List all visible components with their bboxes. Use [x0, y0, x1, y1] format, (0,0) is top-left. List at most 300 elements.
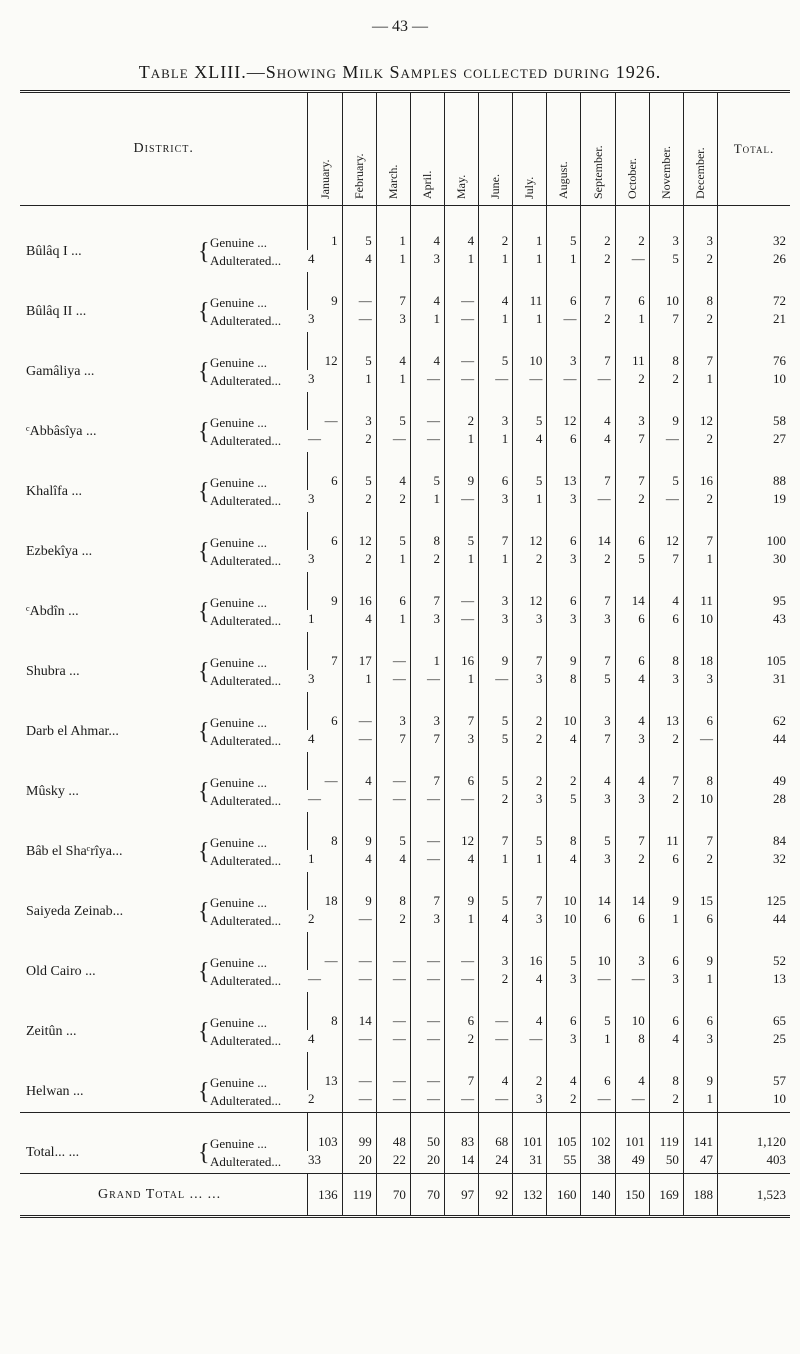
month-cell: 1: [308, 206, 342, 251]
month-cell: 3: [649, 970, 683, 992]
adulterated-label: Adulterated...: [210, 1093, 282, 1108]
month-cell: 6: [649, 992, 683, 1030]
district-name: Helwan ...: [26, 1084, 84, 1099]
adulterated-label: Adulterated...: [210, 913, 282, 928]
month-cell: —: [615, 970, 649, 992]
district-cell: [20, 512, 308, 572]
month-cell: 1: [376, 610, 410, 632]
month-cell: —: [308, 392, 342, 430]
district-name: Shubra ...: [26, 664, 80, 679]
district-cell: [20, 1052, 308, 1113]
month-cell: —: [410, 850, 444, 872]
brace-icon: {: [198, 959, 210, 985]
month-cell: 15: [683, 872, 717, 910]
month-cell: 1: [513, 850, 547, 872]
total-cell: 10: [717, 370, 790, 392]
month-cell: 7: [444, 692, 478, 730]
month-cell: 8: [649, 332, 683, 370]
month-cell: 4: [615, 692, 649, 730]
genuine-label: Genuine ...: [210, 1136, 268, 1151]
table-title-text: Showing Milk Samples collected during 1926.: [265, 62, 662, 82]
month-cell: 3: [479, 932, 513, 970]
month-cell: 6: [547, 272, 581, 310]
month-cell: 1: [479, 550, 513, 572]
month-cell: 1: [342, 370, 376, 392]
month-cell: 2: [649, 1090, 683, 1113]
month-cell: 14: [581, 872, 615, 910]
grand-month-cell: 169: [649, 1174, 683, 1217]
month-cell: 3: [307, 671, 315, 686]
grand-month-cell: 140: [581, 1174, 615, 1217]
month-cell: 4: [342, 850, 376, 872]
month-cell: 8: [683, 752, 717, 790]
month-cell: 9: [342, 872, 376, 910]
month-cell: 5: [444, 512, 478, 550]
month-cell: 6: [547, 572, 581, 610]
genuine-label: Genuine ...: [210, 415, 268, 430]
month-cell: 7: [581, 452, 615, 490]
month-cell: 6: [615, 910, 649, 932]
month-cell: 50: [410, 1113, 444, 1152]
month-cell: 10: [615, 992, 649, 1030]
month-cell: 6: [547, 430, 581, 452]
district-cell: [20, 872, 308, 932]
month-cell: 2: [410, 550, 444, 572]
month-cell: 31: [513, 1151, 547, 1174]
month-cell: —: [444, 932, 478, 970]
genuine-row: [20, 272, 790, 310]
month-cell: 4: [479, 1052, 513, 1090]
month-cell: 6: [581, 1052, 615, 1090]
brace-icon: {: [198, 299, 210, 325]
table-title: [0, 62, 800, 83]
total-cell: 95: [717, 572, 790, 610]
genuine-label: Genuine ...: [210, 295, 268, 310]
district-name: Bûlâq II ...: [26, 304, 87, 319]
month-cell: 5: [479, 730, 513, 752]
month-cell: 50: [649, 1151, 683, 1174]
month-cell: 5: [547, 932, 581, 970]
month-cell: 1: [683, 550, 717, 572]
month-cell: 102: [581, 1113, 615, 1152]
genuine-label: Genuine ...: [210, 1015, 268, 1030]
month-cell: 3: [410, 610, 444, 632]
month-cell: 4: [307, 1031, 315, 1046]
month-cell: 5: [410, 452, 444, 490]
genuine-row: [20, 392, 790, 430]
month-cell: 5: [547, 206, 581, 251]
month-cell: 1: [513, 206, 547, 251]
month-cell: 3: [547, 550, 581, 572]
brace-icon: {: [198, 779, 210, 805]
month-cell: 10: [581, 932, 615, 970]
total-cell: 32: [717, 850, 790, 872]
district-name: ᶜAbbâsîya ...: [26, 424, 97, 439]
month-cell: 14: [342, 992, 376, 1030]
month-cell: 1: [683, 970, 717, 992]
month-cell: 4: [513, 970, 547, 992]
month-cell: 55: [547, 1151, 581, 1174]
month-cell: —: [410, 1090, 444, 1113]
genuine-row: [20, 1052, 790, 1090]
month-header: December.: [683, 92, 717, 206]
month-cell: 2: [376, 490, 410, 512]
month-cell: 4: [342, 752, 376, 790]
month-cell: 3: [479, 490, 513, 512]
month-cell: —: [376, 430, 410, 452]
month-cell: —: [342, 272, 376, 310]
month-cell: 2: [513, 550, 547, 572]
month-cell: 4: [410, 206, 444, 251]
brace-icon: {: [198, 359, 210, 385]
month-cell: 5: [513, 452, 547, 490]
grand-month-cell: 92: [479, 1174, 513, 1217]
month-cell: 2: [649, 790, 683, 812]
month-cell: 1: [444, 430, 478, 452]
month-cell: 1: [444, 550, 478, 572]
month-cell: 4: [342, 250, 376, 272]
month-cell: 9: [683, 932, 717, 970]
total-cell: 13: [717, 970, 790, 992]
month-cell: 3: [615, 932, 649, 970]
month-cell: 4: [444, 850, 478, 872]
month-cell: 6: [547, 512, 581, 550]
month-cell: 14: [444, 1151, 478, 1174]
month-cell: 16: [683, 452, 717, 490]
month-cell: —: [444, 790, 478, 812]
adulterated-label: Adulterated...: [210, 673, 282, 688]
month-cell: —: [376, 1052, 410, 1090]
district-cell: [20, 932, 308, 992]
month-cell: 3: [581, 850, 615, 872]
month-cell: 7: [581, 332, 615, 370]
month-cell: 5: [547, 790, 581, 812]
month-cell: 4: [376, 332, 410, 370]
month-cell: 6: [615, 272, 649, 310]
month-cell: 4: [615, 752, 649, 790]
adulterated-label: Adulterated...: [210, 1154, 282, 1169]
month-cell: 4: [342, 610, 376, 632]
month-cell: 4: [444, 206, 478, 251]
month-cell: 3: [376, 692, 410, 730]
genuine-label: Genuine ...: [210, 655, 268, 670]
month-cell: 3: [444, 730, 478, 752]
month-cell: 5: [513, 812, 547, 850]
month-cell: —: [513, 1030, 547, 1052]
month-cell: 1: [410, 632, 444, 670]
month-cell: —: [342, 970, 376, 992]
month-cell: 1: [479, 430, 513, 452]
district-cell: [20, 632, 308, 692]
month-cell: 12: [683, 392, 717, 430]
month-cell: —: [410, 392, 444, 430]
month-cell: 3: [513, 610, 547, 632]
month-cell: —: [410, 370, 444, 392]
month-cell: 3: [410, 250, 444, 272]
grand-month-cell: 160: [547, 1174, 581, 1217]
total-cell: 100: [717, 512, 790, 550]
month-cell: 2: [479, 970, 513, 992]
brace-icon: {: [198, 1019, 210, 1045]
header-row: [20, 92, 790, 206]
month-cell: 1: [444, 910, 478, 932]
month-cell: —: [342, 1030, 376, 1052]
month-header: January.: [308, 92, 342, 206]
month-cell: 2: [683, 850, 717, 872]
month-cell: 8: [308, 812, 342, 850]
month-cell: —: [376, 970, 410, 992]
month-cell: 3: [307, 371, 315, 386]
month-header: August.: [547, 92, 581, 206]
month-cell: 2: [513, 692, 547, 730]
month-cell: 68: [479, 1113, 513, 1152]
month-cell: 49: [615, 1151, 649, 1174]
month-cell: —: [308, 752, 342, 790]
month-cell: 1: [479, 250, 513, 272]
total-cell: 25: [717, 1030, 790, 1052]
month-header: September.: [581, 92, 615, 206]
month-cell: 9: [649, 392, 683, 430]
month-cell: 5: [376, 812, 410, 850]
adulterated-label: Adulterated...: [210, 493, 282, 508]
month-cell: 7: [376, 272, 410, 310]
month-cell: 17: [342, 632, 376, 670]
month-cell: —: [444, 490, 478, 512]
month-cell: 3: [547, 332, 581, 370]
total-cell: 30: [717, 550, 790, 572]
grand-month-cell: 70: [410, 1174, 444, 1217]
genuine-row: [20, 572, 790, 610]
adulterated-label: Adulterated...: [210, 253, 282, 268]
month-cell: 1: [513, 250, 547, 272]
month-cell: 7: [615, 812, 649, 850]
genuine-row: [20, 812, 790, 850]
month-cell: 7: [581, 272, 615, 310]
month-cell: 7: [479, 812, 513, 850]
brace-icon: {: [198, 539, 210, 565]
total-cell: 84: [717, 812, 790, 850]
month-cell: 13: [649, 692, 683, 730]
month-cell: 47: [683, 1151, 717, 1174]
brace-icon: {: [198, 659, 210, 685]
total-cell: 43: [717, 610, 790, 632]
month-cell: 10: [649, 272, 683, 310]
month-cell: —: [444, 310, 478, 332]
adulterated-label: Adulterated...: [210, 973, 282, 988]
month-cell: 141: [683, 1113, 717, 1152]
month-cell: 1: [376, 206, 410, 251]
genuine-label: Genuine ...: [210, 895, 268, 910]
milk-samples-table: [20, 90, 790, 1218]
month-cell: 3: [376, 310, 410, 332]
month-cell: —: [410, 812, 444, 850]
month-cell: 10: [547, 910, 581, 932]
total-cell: 58: [717, 392, 790, 430]
genuine-label: Genuine ...: [210, 355, 268, 370]
month-cell: —: [683, 730, 717, 752]
genuine-row: [20, 752, 790, 790]
month-cell: 10: [683, 610, 717, 632]
month-cell: 2: [683, 490, 717, 512]
month-cell: 8: [649, 1052, 683, 1090]
district-name: Old Cairo ...: [26, 964, 96, 979]
month-cell: 105: [547, 1113, 581, 1152]
month-cell: 2: [683, 310, 717, 332]
month-cell: 18: [683, 632, 717, 670]
month-cell: 2: [342, 490, 376, 512]
adulterated-label: Adulterated...: [210, 313, 282, 328]
month-cell: 12: [444, 812, 478, 850]
brace-icon: {: [198, 599, 210, 625]
month-cell: —: [342, 730, 376, 752]
page-number: — 43 —: [372, 18, 428, 35]
month-cell: 1: [513, 490, 547, 512]
month-cell: 6: [683, 910, 717, 932]
month-cell: 11: [649, 812, 683, 850]
month-cell: 12: [513, 512, 547, 550]
month-cell: 7: [410, 572, 444, 610]
month-cell: 10: [547, 692, 581, 730]
month-cell: 1: [376, 250, 410, 272]
total-cell: 32: [717, 206, 790, 251]
adulterated-label: Adulterated...: [210, 613, 282, 628]
month-cell: 7: [683, 332, 717, 370]
table-body: [20, 206, 790, 1217]
month-cell: 3: [547, 970, 581, 992]
month-cell: 3: [410, 692, 444, 730]
total-cell: 19: [717, 490, 790, 512]
month-cell: 7: [581, 632, 615, 670]
month-cell: 48: [376, 1113, 410, 1152]
district-cell: [20, 692, 308, 752]
month-cell: 5: [479, 692, 513, 730]
month-cell: 1: [307, 851, 315, 866]
month-cell: 6: [581, 910, 615, 932]
month-cell: 8: [649, 632, 683, 670]
genuine-row: [20, 206, 790, 251]
month-cell: 6: [649, 850, 683, 872]
month-cell: 14: [615, 872, 649, 910]
month-cell: 1: [410, 310, 444, 332]
month-cell: 4: [581, 430, 615, 452]
district-name: ᶜAbdîn ...: [26, 604, 79, 619]
month-cell: 2: [307, 911, 315, 926]
month-cell: 4: [376, 850, 410, 872]
month-cell: 3: [683, 670, 717, 692]
month-cell: —: [479, 1090, 513, 1113]
month-cell: 6: [444, 992, 478, 1030]
month-cell: 101: [615, 1113, 649, 1152]
month-cell: —: [376, 932, 410, 970]
month-header: April.: [410, 92, 444, 206]
month-cell: 2: [479, 790, 513, 812]
month-header: May.: [444, 92, 478, 206]
month-cell: —: [308, 932, 342, 970]
month-cell: —: [615, 1090, 649, 1113]
month-cell: 7: [649, 310, 683, 332]
total-cell: 1,120: [717, 1113, 790, 1152]
month-cell: 3: [581, 610, 615, 632]
month-cell: 1: [581, 1030, 615, 1052]
month-cell: 2: [615, 206, 649, 251]
month-cell: 2: [513, 752, 547, 790]
genuine-label: Genuine ...: [210, 535, 268, 550]
district-header: District.: [20, 92, 308, 206]
month-cell: 2: [581, 550, 615, 572]
month-cell: 4: [581, 392, 615, 430]
total-cell: 52: [717, 932, 790, 970]
month-cell: 9: [342, 812, 376, 850]
month-cell: 9: [444, 452, 478, 490]
month-cell: 5: [342, 332, 376, 370]
genuine-row: [20, 632, 790, 670]
total-cell: 10: [717, 1090, 790, 1113]
month-cell: 33: [307, 1152, 321, 1167]
month-cell: —: [479, 992, 513, 1030]
month-cell: 2: [581, 206, 615, 251]
month-cell: 20: [410, 1151, 444, 1174]
total-cell: 21: [717, 310, 790, 332]
month-cell: 16: [513, 932, 547, 970]
month-cell: 1: [307, 611, 315, 626]
month-cell: 4: [615, 670, 649, 692]
month-cell: —: [444, 272, 478, 310]
month-cell: —: [479, 670, 513, 692]
month-header: October.: [615, 92, 649, 206]
month-cell: 2: [547, 1090, 581, 1113]
month-cell: —: [342, 910, 376, 932]
month-cell: 3: [513, 1090, 547, 1113]
month-cell: 1: [547, 250, 581, 272]
month-cell: 13: [547, 452, 581, 490]
district-cell: [20, 572, 308, 632]
month-cell: 5: [342, 452, 376, 490]
adulterated-label: Adulterated...: [210, 433, 282, 448]
month-cell: —: [376, 670, 410, 692]
month-cell: —: [479, 370, 513, 392]
month-cell: 5: [479, 752, 513, 790]
month-cell: 2: [479, 206, 513, 251]
month-header: July.: [513, 92, 547, 206]
month-cell: 4: [479, 272, 513, 310]
brace-icon: {: [198, 479, 210, 505]
month-cell: 83: [444, 1113, 478, 1152]
brace-icon: {: [198, 1140, 210, 1166]
district-name: Ezbekîya ...: [26, 544, 93, 559]
month-cell: 3: [513, 670, 547, 692]
month-cell: —: [479, 1030, 513, 1052]
month-cell: —: [581, 490, 615, 512]
month-cell: 4: [547, 850, 581, 872]
month-cell: 1: [479, 310, 513, 332]
month-cell: 8: [547, 670, 581, 692]
month-cell: 3: [649, 206, 683, 251]
month-cell: 16: [342, 572, 376, 610]
total-cell: 44: [717, 910, 790, 932]
month-cell: —: [649, 430, 683, 452]
month-cell: 2: [615, 370, 649, 392]
month-cell: 2: [342, 550, 376, 572]
month-cell: 4: [376, 452, 410, 490]
genuine-row: [20, 452, 790, 490]
month-cell: 99: [342, 1113, 376, 1152]
month-cell: —: [444, 1090, 478, 1113]
grand-month-cell: 136: [308, 1174, 342, 1217]
month-cell: 8: [683, 272, 717, 310]
district-cell: [20, 206, 308, 273]
district-cell: [20, 812, 308, 872]
month-cell: 2: [444, 1030, 478, 1052]
